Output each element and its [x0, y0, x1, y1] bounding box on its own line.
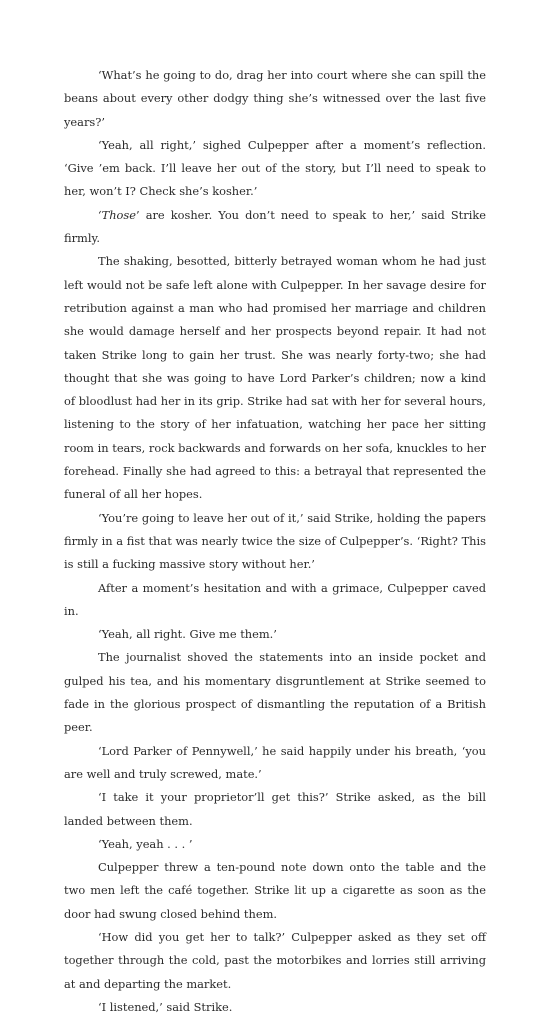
paragraph	[64, 204, 486, 251]
italic-lead: ‘Those	[98, 207, 136, 222]
paragraph: ‘What’s he going to do, drag her into court where she can spill the beans about every other dodgy thing she’s witnessed over the last five years?’	[64, 68, 486, 129]
paragraph: The journalist shoved the statements into an inside pocket and gulped his tea, and his momentary disgruntlement at Strike seemed to fade in the glorious prospect of dismantling the reputation of a British peer.	[64, 650, 486, 735]
paragraph: The shaking, besotted, bitterly betrayed woman whom he had just left would not be safe left alone with Culpepper. In her savage desire for retribution against a man who had promised her marriage and children she would damage herself and her prospects beyond repair. It had not taken Strike long to gain her trust. She was nearly forty-two; she had thought that she was going to have Lord Parker’s children; now a kind of bloodlust had her in its grip. Strike had sat with her for several hours, listening to the story of her infatuation, watching her pace her sitting room in tears, rock backwards and forwards on her sofa, knuckles to her forehead. Finally she had agreed to this: a betrayal that represented the funeral of all her hopes.	[64, 254, 486, 502]
paragraph: ‘Yeah, all right. Give me them.’	[98, 627, 277, 642]
paragraph: ‘You’re going to leave her out of it,’ said Strike, holding the papers firmly in a fist that was nearly twice the size of Culpepper’s. ‘Right? This is still a fucking massive story without her.’	[64, 510, 486, 572]
paragraph: After a moment’s hesitation and with a grimace, Culpepper caved in.	[64, 580, 486, 618]
paragraph: ‘How did you get her to talk?’ Culpepper asked as they set off together through the cold, past the motorbikes and lorries still arriving at and departing the market.	[64, 929, 486, 991]
paragraph: ‘I listened,’ said Strike.	[98, 999, 233, 1014]
paragraph: ‘Lord Parker of Pennywell,’ he said happily under his breath, ‘you are well and truly screwed, mate.’	[64, 743, 486, 781]
paragraph: Culpepper threw a ten-pound note down onto the table and the two men left the café together. Strike lit up a cigarette as soon as the door had swung closed behind them.	[64, 860, 486, 921]
paragraph-rest: ’ are kosher. You don’t need to speak to her,’ said Strike firmly.	[64, 207, 486, 246]
paragraph: ‘I take it your proprietor’ll get this?’ Strike asked, as the bill landed between them.	[64, 790, 486, 828]
paragraph: ‘Yeah, yeah . . . ’	[98, 836, 193, 851]
paragraph: ‘Yeah, all right,’ sighed Culpepper after a moment’s reflection. ‘Give ’em back. I’ll leave her out of the story, but I’ll need to speak to her, won’t I? Check she’s kosher.’	[64, 137, 486, 199]
